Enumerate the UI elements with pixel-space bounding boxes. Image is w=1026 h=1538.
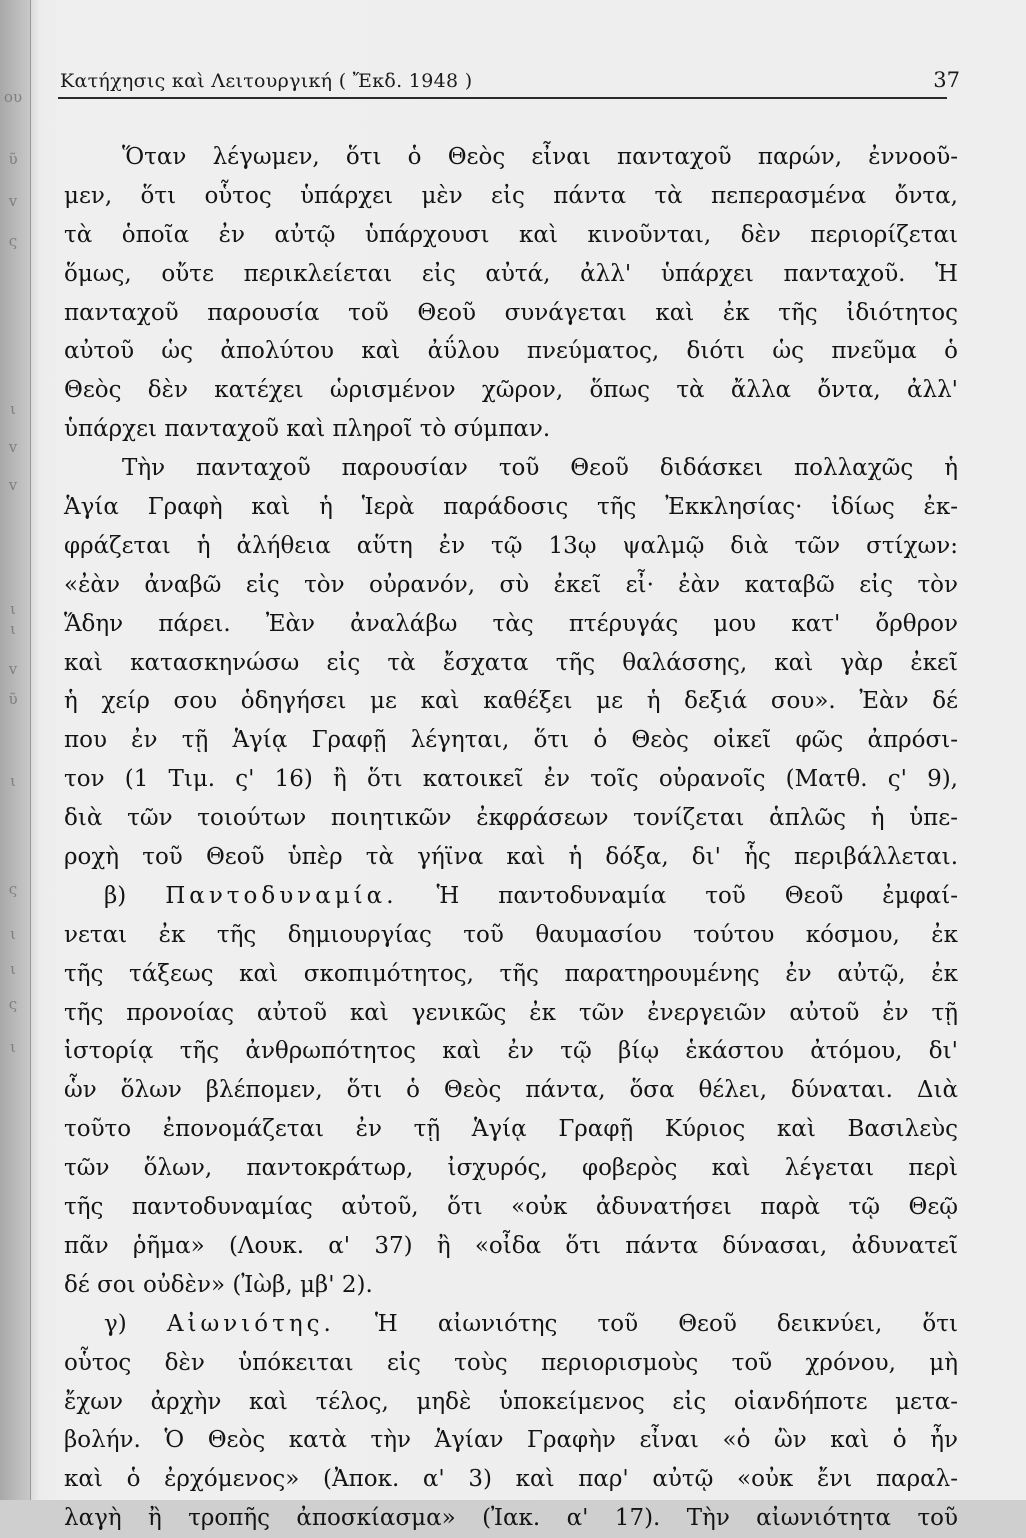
text-run: Ἡ αἰωνιότης τοῦ Θεοῦ δεικνύει, ὅτι	[374, 1310, 958, 1337]
text-line: ὅμως, οὔτε περικλείεται εἰς αὐτά, ἀλλ' ὑπάρχει πανταχοῦ. Ἡ	[64, 260, 958, 287]
text-line: δέ σοι οὐδὲν» (Ἰὼβ, μβ' 2).	[64, 1271, 373, 1298]
text-line: τῆς παντοδυναμίας αὐτοῦ, ὅτι «οὐκ ἀδυνατήσει παρὰ τῷ Θεῷ	[64, 1194, 958, 1221]
paragraph	[64, 449, 958, 877]
bleed-glyph: ου	[3, 88, 23, 106]
section-marker: γ)	[104, 1310, 127, 1337]
page-number: 37	[933, 68, 960, 92]
section-marker: β)	[104, 882, 127, 909]
text-line: πανταχοῦ παρουσία τοῦ Θεοῦ συνάγεται καὶ ἐκ τῆς ἰδιότητος	[64, 299, 958, 326]
bleed-glyph: ς	[8, 880, 18, 898]
text-line: μεν, ὅτι οὗτος ὑπάρχει μὲν εἰς πάντα τὰ πεπερασμένα ὄντα,	[64, 182, 958, 209]
text-line: οὗτος δὲν ὑπόκειται εἰς τοὺς περιορισμοὺς τοῦ χρόνου, μὴ	[64, 1349, 958, 1376]
bleed-glyph: ς	[8, 995, 18, 1013]
text-line: τοῦτο ἐπονομάζεται ἐν τῇ Ἁγίᾳ Γραφῇ Κύριος καὶ Βασιλεὺς	[64, 1116, 958, 1143]
bleed-glyph: v	[8, 660, 18, 678]
bleed-glyph: ι	[10, 620, 16, 638]
bleed-glyph: v	[8, 438, 18, 456]
bleed-glyph: ι	[10, 600, 16, 618]
text-line: πᾶν ῥῆμα» (Λουκ. α' 37) ἢ «οἶδα ὅτι πάντα δύνασαι, ἀδυνατεῖ	[64, 1232, 958, 1259]
text-line: τῶν ὅλων, παντοκράτωρ, ἰσχυρός, φοβερὸς καὶ λέγεται περὶ	[64, 1155, 958, 1182]
text-line: ὧν ὅλων βλέπομεν, ὅτι ὁ Θεὸς πάντα, ὅσα θέλει, δύναται. Διὰ	[64, 1077, 958, 1104]
running-head-title: Κατήχησις καὶ Λειτουργική ( Ἔκδ. 1948 )	[60, 70, 473, 92]
text-line: ἱστορίᾳ τῆς ἀνθρωπότητος καὶ ἐν τῷ βίῳ ἑκάστου ἀτόμου, δι'	[64, 1038, 958, 1065]
bleed-glyph: ι	[10, 400, 16, 418]
text-line: ἡ χείρ σου ὁδηγήσει με καὶ καθέξει με ἡ δεξιά σου». Ἐὰν δέ	[64, 688, 958, 715]
text-line: Ὅταν λέγωμεν, ὅτι ὁ Θεὸς εἶναι πανταχοῦ παρών, ἐννοοῦ-	[122, 144, 958, 170]
text-line: τῆς τάξεως καὶ σκοπιμότητος, τῆς παρατηρουμένης ἐν αὐτῷ, ἐκ	[64, 960, 958, 987]
header-rule	[58, 97, 947, 99]
running-head	[58, 68, 960, 96]
binding-edge	[0, 0, 31, 1500]
bleed-glyph: ς	[8, 232, 18, 250]
text-line: ροχὴ τοῦ Θεοῦ ὑπὲρ τὰ γήϊνα καὶ ἡ δόξα, δι' ἧς περιβάλλεται.	[64, 844, 958, 871]
section-title: Παντοδυναμία.	[165, 882, 398, 909]
text-line: Ἁγία Γραφὴ καὶ ἡ Ἱερὰ παράδοσις τῆς Ἐκκλησίας· ἰδίως ἐκ-	[64, 494, 958, 521]
text-line: διὰ τῶν τοιούτων ποιητικῶν ἐκφράσεων τονίζεται ἁπλῶς ἡ ὑπε-	[64, 805, 958, 832]
text-line: τὰ ὁποῖα ἐν αὐτῷ ὑπάρχουσι καὶ κινοῦνται, δὲν περιορίζεται	[64, 221, 958, 248]
text-line: αὐτοῦ ὡς ἀπολύτου καὶ ἀΰλου πνεύματος, διότι ὡς πνεῦμα ὁ	[64, 338, 958, 365]
paragraph	[64, 138, 958, 449]
bleed-glyph: ι	[10, 960, 16, 978]
bleed-glyph: ι	[10, 925, 16, 943]
text-line: Τὴν πανταχοῦ παρουσίαν τοῦ Θεοῦ διδάσκει πολλαχῶς ἡ	[122, 455, 958, 482]
bleed-glyph: ῦ	[8, 150, 18, 168]
paragraph	[64, 877, 958, 1305]
text-line: Θεὸς δὲν κατέχει ὡρισμένον χῶρον, ὅπως τὰ ἄλλα ὄντα, ἀλλ'	[64, 377, 958, 404]
bleed-glyph: ι	[10, 772, 16, 790]
text-line: τον (1 Τιμ. ς' 16) ἢ ὅτι κατοικεῖ ἐν τοῖς οὐρανοῖς (Ματθ. ς' 9),	[64, 766, 958, 793]
text-line: καὶ κατασκηνώσω εἰς τὰ ἔσχατα τῆς θαλάσσης, καὶ γὰρ ἐκεῖ	[64, 649, 958, 676]
text-line: λαγὴ ἢ τροπῆς ἀποσκίασμα» (Ἰακ. α' 17). Τὴν αἰωνιότητα τοῦ	[64, 1505, 958, 1532]
text-line: βολήν. Ὁ Θεὸς κατὰ τὴν Ἁγίαν Γραφὴν εἶναι «ὁ ὢν καὶ ὁ ἦν	[64, 1427, 958, 1454]
text-line: που ἐν τῇ Ἁγίᾳ Γραφῇ λέγηται, ὅτι ὁ Θεὸς οἰκεῖ φῶς ἀπρόσι-	[64, 727, 958, 754]
bleed-glyph: v	[8, 476, 18, 494]
text-line: Ἅδην πάρει. Ἐὰν ἀναλάβω τὰς πτέρυγάς μου κατ' ὄρθρον	[64, 610, 958, 637]
text-line: τῆς προνοίας αὐτοῦ καὶ γενικῶς ἐκ τῶν ἐνεργειῶν αὐτοῦ ἐν τῇ	[64, 999, 958, 1026]
section-heading-line	[64, 1305, 958, 1344]
text-run: Ἡ παντοδυναμία τοῦ Θεοῦ ἐμφαί-	[436, 882, 959, 909]
text-line: φράζεται ἡ ἀλήθεια αὕτη ἐν τῷ 13ῳ ψαλμῷ διὰ τῶν στίχων:	[64, 532, 958, 559]
body-text	[64, 138, 958, 1538]
section-title: Αἰωνιότης.	[166, 1310, 335, 1337]
section-heading-line	[64, 877, 958, 916]
paragraph	[64, 1305, 958, 1538]
bleed-glyph: ῦ	[8, 690, 18, 708]
bleed-glyph: ι	[10, 1038, 16, 1056]
bleed-glyph: v	[8, 192, 18, 210]
text-line: καὶ ὁ ἐρχόμενος» (Ἀποκ. α' 3) καὶ παρ' αὐτῷ «οὐκ ἔνι παραλ-	[64, 1466, 958, 1493]
text-line: νεται ἐκ τῆς δημιουργίας τοῦ θαυμασίου τούτου κόσμου, ἐκ	[64, 921, 958, 948]
text-line: ἔχων ἀρχὴν καὶ τέλος, μηδὲ ὑποκείμενος εἰς οἱανδήποτε μετα-	[64, 1388, 958, 1415]
text-line: «ἐὰν ἀναβῶ εἰς τὸν οὐρανόν, σὺ ἐκεῖ εἶ· ἐὰν καταβῶ εἰς τὸν	[64, 571, 958, 598]
text-line: ὑπάρχει πανταχοῦ καὶ πληροῖ τὸ σύμπαν.	[64, 416, 551, 443]
